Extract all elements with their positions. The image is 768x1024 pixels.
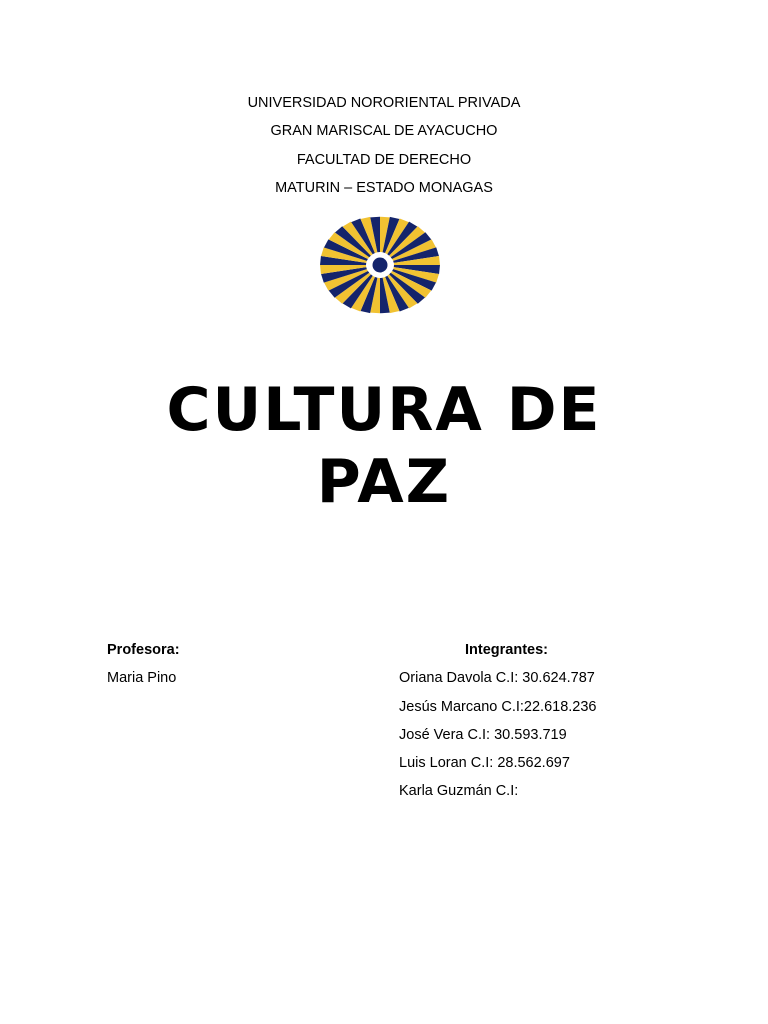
member-item: José Vera C.I: 30.593.719 [399,726,567,743]
university-sunburst-logo-icon [308,203,452,327]
location: MATURIN – ESTADO MONAGAS [275,179,493,196]
university-subtitle: GRAN MARISCAL DE AYACUCHO [270,123,498,140]
member-item: Karla Guzmán C.I: [399,783,519,800]
members-label: Integrantes: [465,642,548,658]
logo-center-dot [373,258,388,273]
professor-name: Maria Pino [107,670,177,687]
university-name: UNIVERSIDAD NORORIENTAL PRIVADA [247,95,521,111]
professor-block [107,636,180,693]
member-item: Jesús Marcano C.I:22.618.236 [399,698,597,715]
professor-label: Profesora: [107,642,180,658]
member-item: Luis Loran C.I: 28.562.697 [399,755,570,772]
document-title [0,374,768,518]
members-block [399,636,619,806]
member-item: Oriana Davola C.I: 30.624.787 [399,670,595,687]
faculty-name: FACULTAD DE DERECHO [296,151,472,168]
title-line-1: CULTURA DE [166,375,602,445]
title-line-2: PAZ [316,447,452,517]
institution-header [0,89,768,202]
